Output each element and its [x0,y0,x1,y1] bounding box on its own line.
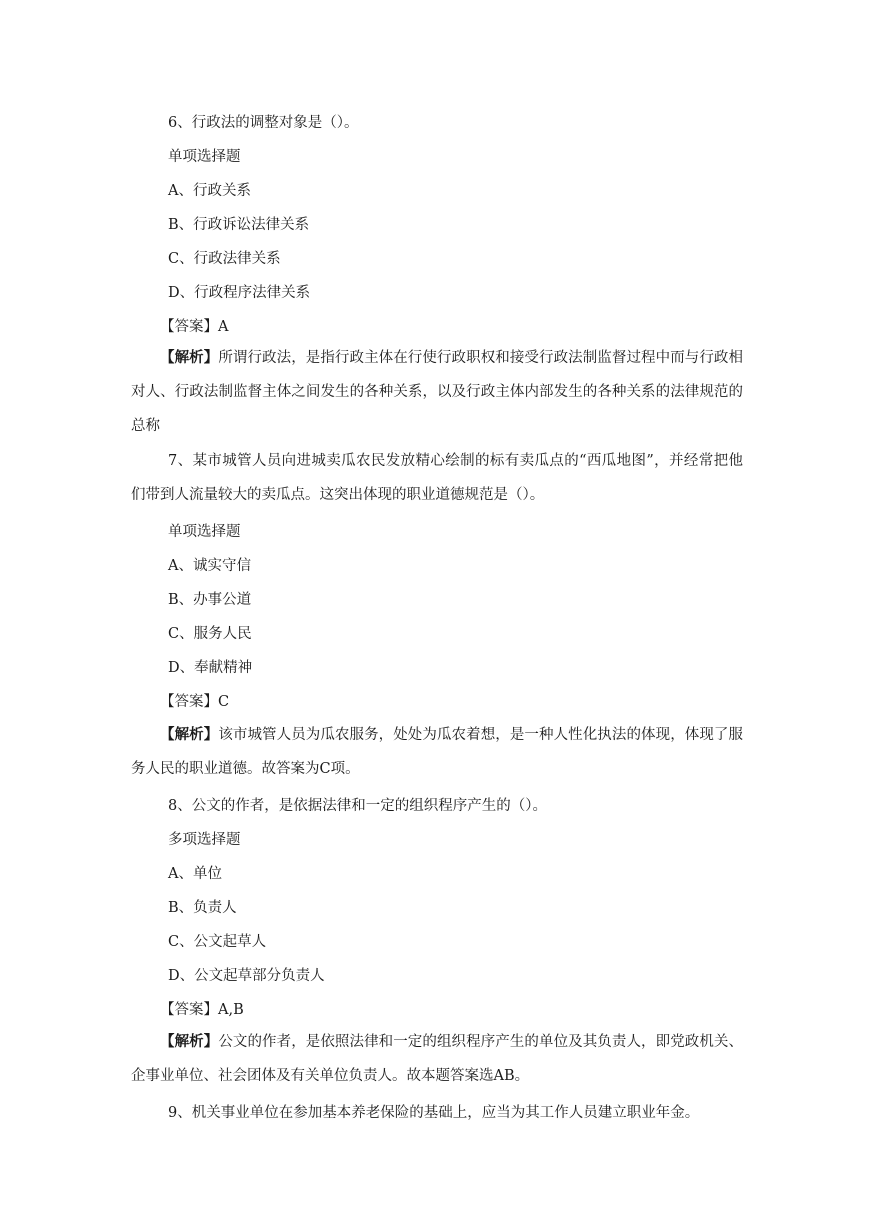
analysis-text: 公文的作者，是依照法律和一定的组织程序产生的单位及其负责人，即党政机关、企事业单位、社会团体及有关单位负责人。故本题答案选AB。 [131,1034,744,1084]
question-7-analysis [131,718,743,786]
analysis-label: 【解析】 [160,1033,219,1050]
question-7-option-b: B、办事公道 [168,592,252,608]
answer-value: A [218,319,229,335]
question-7-option-a: A、诚实守信 [168,558,251,574]
question-6-option-a: A、行政关系 [168,183,251,199]
analysis-text: 该市城管人员为瓜农服务，处处为瓜农着想，是一种人性化执法的体现，体现了服务人民的职业道德。故答案为C项。 [131,727,744,777]
answer-value: C [218,694,230,710]
question-7-option-d: D、奉献精神 [168,660,253,676]
question-7-type: 单项选择题 [168,524,241,540]
question-8-answer [160,1000,244,1020]
question-8-type: 多项选择题 [168,832,241,848]
question-7-option-c: C、服务人民 [168,626,252,642]
analysis-label: 【解析】 [160,726,219,743]
analysis-label: 【解析】 [160,349,219,366]
question-7-answer [160,692,229,712]
question-8-analysis [131,1025,743,1093]
question-6-stem: 6、行政法的调整对象是（）。 [168,115,359,131]
answer-label: 【答案】 [160,1002,218,1018]
question-7-stem: 7、某市城管人员向进城卖瓜农民发放精心绘制的标有卖瓜点的“西瓜地图”，并经常把他们带到人流量较大的卖瓜点。这突出体现的职业道德规范是（）。 [131,453,743,503]
question-6-answer [160,317,228,337]
question-6-option-b: B、行政诉讼法律关系 [168,217,310,233]
answer-label: 【答案】 [160,694,218,710]
question-6-option-c: C、行政法律关系 [168,251,281,267]
question-8-option-a: A、单位 [168,866,222,882]
question-8-option-d: D、公文起草部分负责人 [168,968,325,984]
question-8-option-b: B、负责人 [168,900,237,916]
answer-value: A,B [218,1002,244,1018]
question-8-option-c: C、公文起草人 [168,934,267,950]
question-9-stem: 9、机关事业单位在参加基本养老保险的基础上，应当为其工作人员建立职业年金。 [168,1105,700,1121]
question-6-type: 单项选择题 [168,149,241,165]
question-8-stem: 8、公文的作者，是依据法律和一定的组织程序产生的（）。 [168,798,547,814]
analysis-text: 所谓行政法，是指行政主体在行使行政职权和接受行政法制监督过程中而与行政相对人、行政法制监督主体之间发生的各种关系，以及行政主体内部发生的各种关系的法律规范的总称 [131,350,744,434]
answer-label: 【答案】 [160,319,218,335]
question-6-analysis [131,341,743,443]
question-6-option-d: D、行政程序法律关系 [168,285,311,301]
